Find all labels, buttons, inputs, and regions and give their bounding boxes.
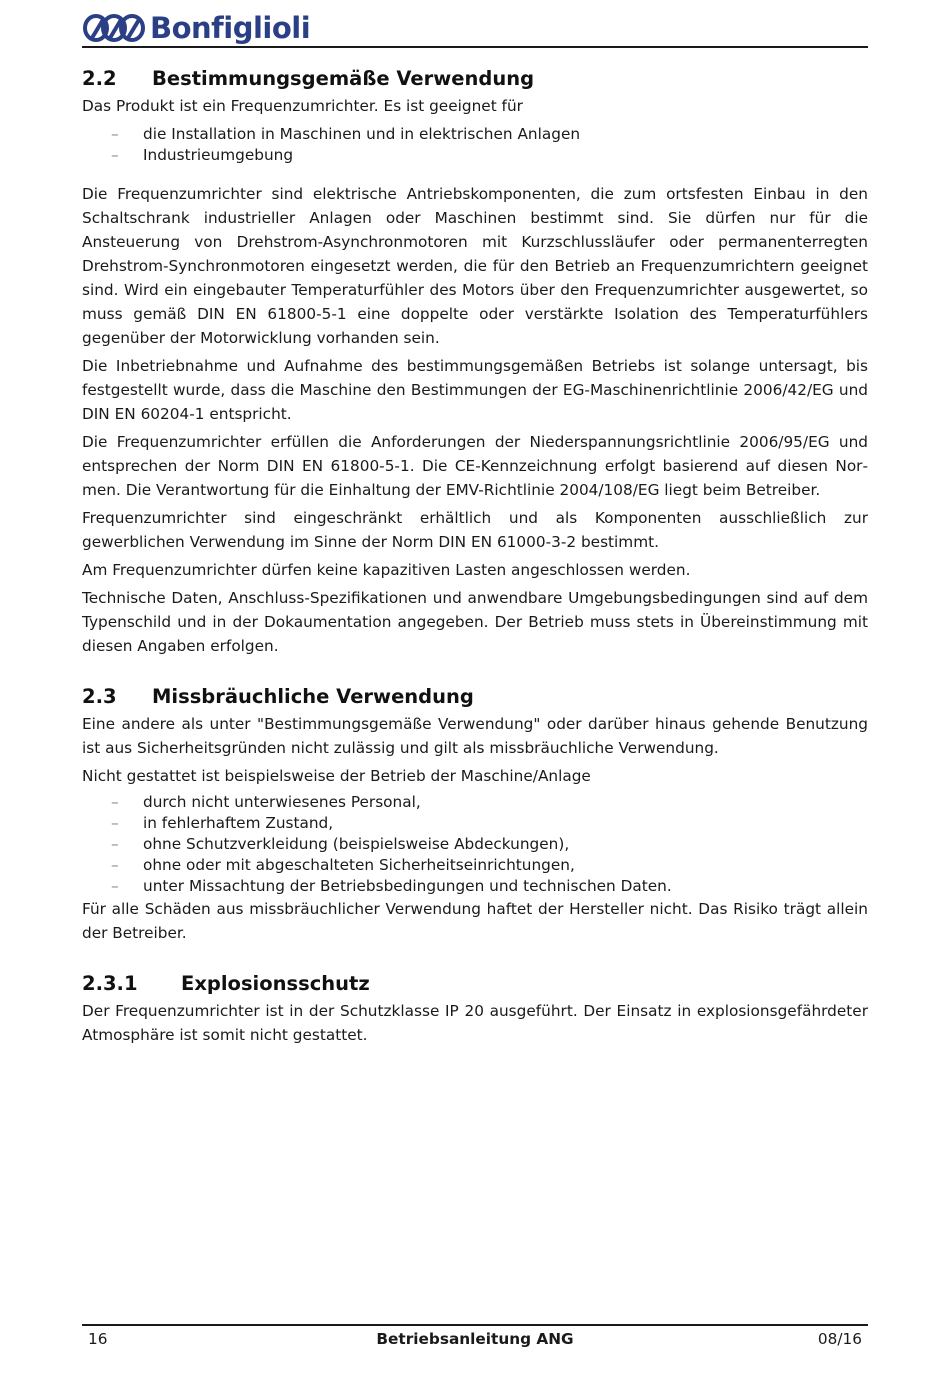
paragraph: Nicht gestattet ist beispielsweise der Betrieb der Maschine/Anlage	[82, 767, 591, 785]
list-item: – unter Missachtung der Betriebsbedingungen und technischen Daten.	[111, 877, 672, 895]
page-number: 16	[88, 1330, 108, 1348]
paragraph: Frequenzumrichter sind eingeschränkt erhältlich und als Komponenten ausschließlich zur gewerblichen Verwendung im Sinne der Norm DIN EN 61000-3-2 bestimmt.	[82, 509, 868, 551]
list-item: – in fehlerhaftem Zustand,	[111, 814, 334, 832]
dash-marker: –	[111, 835, 119, 853]
list-item: – durch nicht unterwiesenes Personal,	[111, 793, 421, 811]
dash-marker: –	[111, 877, 119, 895]
paragraph: Die Inbetriebnahme und Aufnahme des bestimmungsgemäßen Betriebs ist solange untersagt, bis festgestellt wurde, dass die Maschine den Bestimmungen der EG-Maschinenrichtlinie 2006/42/EG und DIN EN 60204-1 entspricht.	[82, 357, 868, 423]
company-logo	[82, 10, 310, 46]
page-footer	[82, 1324, 868, 1354]
paragraph: Technische Daten, Anschluss-Spezifikationen und anwendbare Umgebungsbedingungen sind auf dem Typenschild und in der Dokaumentation angegeben. Der Betrieb muss stets in Übereinstimmung mit diesen Angaben erfolgen.	[82, 589, 868, 655]
list-item: – ohne Schutzverkleidung (beispielsweise Abdeckungen),	[111, 835, 570, 853]
logo-text: Bonfiglioli	[150, 11, 311, 45]
bullet-list	[82, 792, 868, 897]
document-body	[82, 64, 868, 1047]
list-item: – die Installation in Maschinen und in elektrischen Anlagen	[111, 125, 581, 143]
section-number: 2.3.1	[82, 972, 138, 995]
section-number: 2.2	[82, 67, 117, 90]
dash-marker: –	[111, 856, 119, 874]
bonfiglioli-logo-icon	[82, 12, 146, 44]
paragraph: Für alle Schäden aus missbräuchlicher Verwendung haftet der Hersteller nicht. Das Risiko trägt allein der Betreiber.	[82, 900, 868, 942]
list-item: – Industrieumgebung	[111, 146, 294, 164]
bullet-list	[82, 124, 868, 166]
paragraph: Eine andere als unter "Bestimmungsgemäße Verwendung" oder darüber hinaus gehende Benutzung ist aus Sicherheitsgründen nicht zulässig und gilt als missbräuchliche Verwendung.	[82, 715, 868, 757]
section-title: Missbräuchliche Verwendung	[152, 685, 474, 708]
list-item: – ohne oder mit abgeschalteten Sicherheitseinrichtungen,	[111, 856, 575, 874]
paragraph: Die Frequenzumrichter erfüllen die Anforderungen der Niederspannungsrichtlinie 2006/95/EG und entsprechen der Norm DIN EN 61800-5-1. Die CE-Kennzeichnung erfolgt basierend auf diesen Normen. Die Verantwortung für die Einhaltung der EMV-Richtlinie 2004/108/EG liegt beim Betreiber.	[82, 433, 868, 499]
dash-marker: –	[111, 146, 119, 164]
page-header	[82, 8, 868, 48]
paragraph: Am Frequenzumrichter dürfen keine kapazitiven Lasten angeschlossen werden.	[82, 561, 691, 579]
section-heading-2-2	[82, 64, 868, 94]
document-date: 08/16	[817, 1330, 862, 1348]
section-title: Bestimmungsgemäße Verwendung	[152, 67, 535, 90]
dash-marker: –	[111, 125, 119, 143]
section-title: Explosionsschutz	[181, 972, 370, 995]
paragraph: Das Produkt ist ein Frequenzumrichter. Es ist geeignet für	[82, 97, 523, 115]
section-number: 2.3	[82, 685, 117, 708]
paragraph: Der Frequenzumrichter ist in der Schutzklasse IP 20 ausgeführt. Der Einsatz in explosionsgefährdeter Atmosphäre ist somit nicht gestattet.	[82, 1002, 868, 1044]
section-heading-2-3	[82, 682, 868, 712]
dash-marker: –	[111, 814, 119, 832]
document-title: Betriebsanleitung ANG	[376, 1330, 574, 1348]
section-heading-2-3-1	[82, 969, 868, 999]
dash-marker: –	[111, 793, 119, 811]
paragraph: Die Frequenzumrichter sind elektrische Antriebskomponenten, die zum ortsfesten Einbau in den Schaltschrank industrieller Anlagen oder Maschinen bestimmt sind. Sie dürfen nur für die Ansteuerung von Drehstrom-Asynchronmotoren mit Kurzschlussläufer oder permanenterregten Drehstrom-Synchronmotoren eingesetzt werden, die für den Betrieb an Frequenzumrichtern geeignet sind. Wird ein eingebauter Temperaturfühler des Motors über den Frequenzumrichter ausgewertet, so muss gemäß DIN EN 61800-5-1 eine doppelte oder verstärkte Isolation des Temperaturfühlers gegenüber der Motorwicklung vorhanden sein.	[82, 185, 868, 347]
